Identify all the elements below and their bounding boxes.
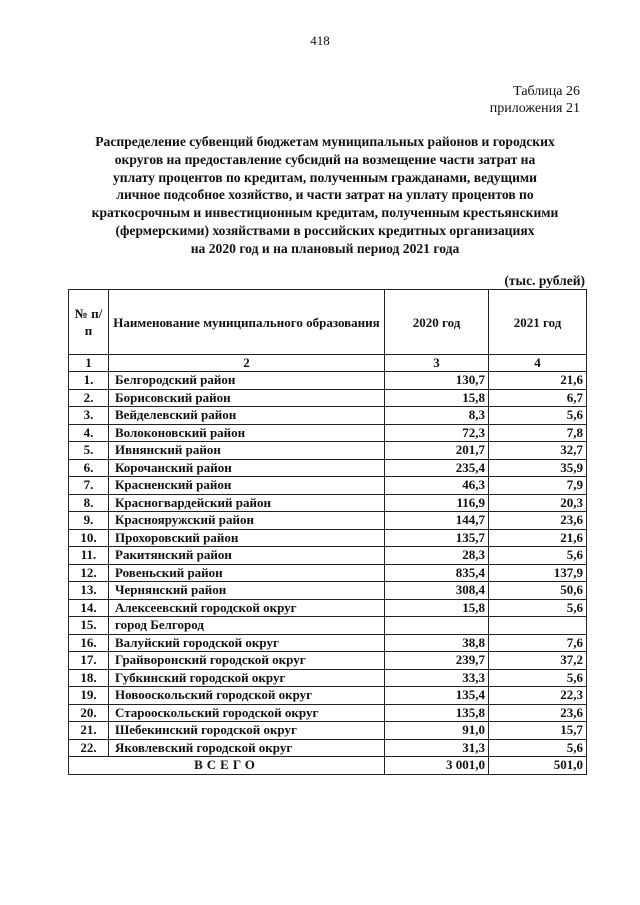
table-row xyxy=(69,389,587,407)
table-row xyxy=(69,599,587,617)
row-number: 19. xyxy=(69,687,109,705)
value-2021: 5,6 xyxy=(489,599,587,617)
table-row xyxy=(69,512,587,530)
table-row xyxy=(69,582,587,600)
value-2021: 32,7 xyxy=(489,442,587,460)
municipality-name: Краснояружский район xyxy=(109,512,385,530)
value-2021 xyxy=(489,617,587,635)
total-row xyxy=(69,757,587,775)
value-2021: 7,8 xyxy=(489,424,587,442)
value-2021: 15,7 xyxy=(489,722,587,740)
municipality-name: Красненский район xyxy=(109,477,385,495)
table-row xyxy=(69,722,587,740)
municipality-name: Яковлевский городской округ xyxy=(109,739,385,757)
row-number: 18. xyxy=(69,669,109,687)
value-2021: 50,6 xyxy=(489,582,587,600)
row-number: 8. xyxy=(69,494,109,512)
value-2020: 72,3 xyxy=(385,424,489,442)
header-year-2020: 2020 год xyxy=(385,290,489,355)
row-number: 14. xyxy=(69,599,109,617)
title-line: Распределение субвенций бюджетам муниципальных районов и городских xyxy=(95,134,555,149)
municipality-name: Чернянский район xyxy=(109,582,385,600)
value-2020: 8,3 xyxy=(385,407,489,425)
table-row xyxy=(69,547,587,565)
value-2020: 15,8 xyxy=(385,389,489,407)
municipality-name: Ивнянский район xyxy=(109,442,385,460)
value-2021: 6,7 xyxy=(489,389,587,407)
row-number: 3. xyxy=(69,407,109,425)
value-2021: 5,6 xyxy=(489,669,587,687)
table-row xyxy=(69,704,587,722)
value-2020: 239,7 xyxy=(385,652,489,670)
table-reference-line: Таблица 26 xyxy=(513,84,580,99)
value-2021: 7,6 xyxy=(489,634,587,652)
units-label: (тыс. рублей) xyxy=(504,273,585,288)
column-numbers-row xyxy=(69,355,587,372)
appendix-reference-line: приложения 21 xyxy=(489,101,580,116)
municipality-name: город Белгород xyxy=(109,617,385,635)
table-body xyxy=(69,372,587,757)
value-2020 xyxy=(385,617,489,635)
municipality-name: Старооскольский городской округ xyxy=(109,704,385,722)
value-2021: 5,6 xyxy=(489,407,587,425)
title-line: на 2020 год и на плановый период 2021 года xyxy=(190,240,460,256)
municipality-name: Корочанский район xyxy=(109,459,385,477)
municipality-name: Прохоровский район xyxy=(109,529,385,547)
row-number: 16. xyxy=(69,634,109,652)
table-row xyxy=(69,739,587,757)
title-line: округов на предоставление субсидий на возмещение части затрат на xyxy=(114,151,536,167)
row-number: 6. xyxy=(69,459,109,477)
total-2020: 3 001,0 xyxy=(385,757,489,775)
value-2020: 15,8 xyxy=(385,599,489,617)
document-title xyxy=(60,133,590,258)
value-2021: 37,2 xyxy=(489,652,587,670)
table-row xyxy=(69,494,587,512)
row-number: 15. xyxy=(69,617,109,635)
table-row xyxy=(69,529,587,547)
value-2021: 21,6 xyxy=(489,529,587,547)
header-row xyxy=(69,290,587,355)
value-2021: 21,6 xyxy=(489,372,587,390)
table-row xyxy=(69,424,587,442)
row-number: 1. xyxy=(69,372,109,390)
value-2021: 7,9 xyxy=(489,477,587,495)
municipality-name: Алексеевский городской округ xyxy=(109,599,385,617)
value-2020: 116,9 xyxy=(385,494,489,512)
table-row xyxy=(69,652,587,670)
header-number: № п/п xyxy=(69,290,109,355)
title-line: личное подсобное хозяйство, и части затрат на уплату процентов по xyxy=(116,187,534,203)
municipality-name: Шебекинский городской округ xyxy=(109,722,385,740)
row-number: 9. xyxy=(69,512,109,530)
value-2020: 46,3 xyxy=(385,477,489,495)
municipality-name: Грайворонский городской округ xyxy=(109,652,385,670)
municipality-name: Новооскольский городской округ xyxy=(109,687,385,705)
value-2020: 91,0 xyxy=(385,722,489,740)
page-number: 418 xyxy=(310,33,330,48)
table-row xyxy=(69,459,587,477)
row-number: 2. xyxy=(69,389,109,407)
row-number: 10. xyxy=(69,529,109,547)
table-row xyxy=(69,564,587,582)
title-line: краткосрочным и инвестиционным кредитам, полученным крестьянскими xyxy=(91,205,559,221)
row-number: 5. xyxy=(69,442,109,460)
value-2020: 31,3 xyxy=(385,739,489,757)
municipality-name: Вейделевский район xyxy=(109,407,385,425)
table-row xyxy=(69,687,587,705)
title-line: (фермерскими) хозяйствами в российских кредитных организациях xyxy=(115,222,535,238)
municipality-name: Белгородский район xyxy=(109,372,385,390)
row-number: 13. xyxy=(69,582,109,600)
total-label: ВСЕГО xyxy=(69,757,385,775)
municipality-name: Губкинский городской округ xyxy=(109,669,385,687)
column-number: 1 xyxy=(69,355,109,372)
table-row xyxy=(69,669,587,687)
value-2021: 35,9 xyxy=(489,459,587,477)
value-2020: 28,3 xyxy=(385,547,489,565)
value-2020: 235,4 xyxy=(385,459,489,477)
table-row xyxy=(69,372,587,390)
value-2020: 130,7 xyxy=(385,372,489,390)
value-2020: 33,3 xyxy=(385,669,489,687)
row-number: 17. xyxy=(69,652,109,670)
header-year-2021: 2021 год xyxy=(489,290,587,355)
row-number: 11. xyxy=(69,547,109,565)
municipality-name: Валуйский городской округ xyxy=(109,634,385,652)
table-reference xyxy=(490,83,580,117)
value-2021: 20,3 xyxy=(489,494,587,512)
title-line: уплату процентов по кредитам, полученным гражданами, ведущими xyxy=(112,169,537,185)
total-2021: 501,0 xyxy=(489,757,587,775)
value-2020: 135,4 xyxy=(385,687,489,705)
value-2020: 201,7 xyxy=(385,442,489,460)
column-number: 3 xyxy=(385,355,489,372)
municipality-name: Ровеньский район xyxy=(109,564,385,582)
row-number: 12. xyxy=(69,564,109,582)
value-2020: 135,8 xyxy=(385,704,489,722)
value-2020: 308,4 xyxy=(385,582,489,600)
header-municipality: Наименование муниципального образования xyxy=(109,290,385,355)
row-number: 7. xyxy=(69,477,109,495)
row-number: 22. xyxy=(69,739,109,757)
table-row xyxy=(69,442,587,460)
table-row xyxy=(69,477,587,495)
table-row xyxy=(69,617,587,635)
municipality-name: Ракитянский район xyxy=(109,547,385,565)
table-row xyxy=(69,407,587,425)
value-2020: 38,8 xyxy=(385,634,489,652)
value-2021: 23,6 xyxy=(489,704,587,722)
municipality-name: Красногвардейский район xyxy=(109,494,385,512)
value-2021: 137,9 xyxy=(489,564,587,582)
row-number: 4. xyxy=(69,424,109,442)
value-2020: 135,7 xyxy=(385,529,489,547)
value-2021: 5,6 xyxy=(489,739,587,757)
row-number: 21. xyxy=(69,722,109,740)
column-number: 2 xyxy=(109,355,385,372)
municipality-name: Борисовский район xyxy=(109,389,385,407)
value-2020: 144,7 xyxy=(385,512,489,530)
table-row xyxy=(69,634,587,652)
value-2020: 835,4 xyxy=(385,564,489,582)
row-number: 20. xyxy=(69,704,109,722)
column-number: 4 xyxy=(489,355,587,372)
value-2021: 5,6 xyxy=(489,547,587,565)
value-2021: 22,3 xyxy=(489,687,587,705)
subventions-table xyxy=(68,289,587,775)
value-2021: 23,6 xyxy=(489,512,587,530)
municipality-name: Волоконовский район xyxy=(109,424,385,442)
